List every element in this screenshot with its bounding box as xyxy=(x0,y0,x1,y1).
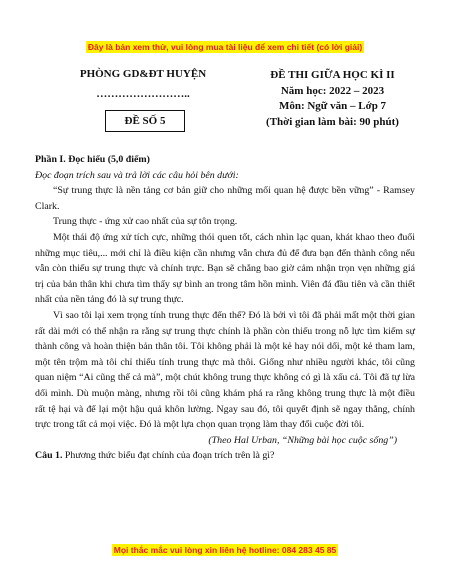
body-paragraph-1: Một thái độ ứng xử tích cực, những thói quen tốt, cách nhìn lạc quan, khát khao theo đuổi những mục tiêu,... mới chỉ là điều kiện cần nhưng vẫn chưa đủ để đưa bạn đến thành công nếu vẫn còn thiếu sự trung thực và chính trực. Bạn sẽ chẳng bao giờ cảm nhận trọn vẹn những giá trị của bản thân khi chưa tìm thấy sự bình an trong tâm hồn mình. Viên đá đầu tiên và cần thiết nhất của nền tảng đó là sự trung thực. xyxy=(35,231,415,306)
department-name: PHÒNG GD&ĐT HUYỆN xyxy=(79,68,207,80)
subject-grade: Môn: Ngữ văn – Lớp 7 xyxy=(278,100,387,112)
source-citation: (Theo Hal Urban, “Những bài học cuộc sống”) xyxy=(208,434,397,446)
hotline-text: Mọi thắc mắc vui lòng xin liên hệ hotline: 084 283 45 85 xyxy=(113,545,337,555)
exam-number-box: ĐỀ SỐ 5 xyxy=(105,110,185,132)
question-label: Câu 1. xyxy=(35,450,63,462)
quote-paragraph: “Sự trung thực là nền tảng cơ bản giữ cho những mối quan hệ được bền vững” - Ramsey Clark. xyxy=(35,185,415,212)
hotline-banner xyxy=(0,545,450,555)
school-year: Năm học: 2022 – 2023 xyxy=(280,84,385,97)
subtitle-paragraph: Trung thực - ứng xử cao nhất của sự tôn trọng. xyxy=(53,216,238,228)
question-1 xyxy=(35,448,415,464)
exam-duration: (Thời gian làm bài: 90 phút) xyxy=(266,115,399,128)
district-dots: …………………….. xyxy=(96,88,190,100)
preview-notice-banner xyxy=(0,42,450,52)
exam-title: ĐỀ THI GIỮA HỌC KÌ II xyxy=(270,69,395,81)
preview-notice-text: Đây là bản xem thử, vui lòng mua tài liệu để xem chi tiết (có lời giải) xyxy=(87,42,363,52)
body-paragraph-2: Vì sao tôi lại xem trọng tính trung thực đến thế? Đó là bởi vì tôi đã phải mất một thời gian rất dài mới có thể nhận ra rằng sự trung thực chính là phần còn thiếu trong nỗ lực tìm kiếm sự thành công và hoàn thiện bản thân tôi. Tôi không phải là một kẻ hay nói dối, một kẻ tham lam, một tên trộm mà tôi chỉ thiếu tính trung thực mà thôi. Giống như nhiều người khác, tôi cũng quan niệm “Ai cũng thế cả mà”, một chút không trung thực không có gì là xấu cả. Tôi đã tự lừa dối mình. Dù muộn màng, nhưng rồi tôi cũng khám phá ra rằng không trung thực là một điều rất tệ hại và để lại một hậu quả khôn lường. Ngay sau đó, tôi quyết định sẽ ngay thẳng, chính trực trong tất cả mọi việc. Đó là một lựa chọn quan trọng làm thay đổi cuộc đời tôi. xyxy=(35,309,415,431)
question-text: Phương thức biểu đạt chính của đoạn trích trên là gì? xyxy=(62,450,275,462)
exam-content xyxy=(35,152,415,464)
header-left xyxy=(68,68,218,100)
reading-instruction: Đọc đoạn trích sau và trả lời các câu hỏi bên dưới: xyxy=(35,169,239,181)
section-title: Phần I. Đọc hiểu (5,0 điểm) xyxy=(35,154,150,165)
header-right xyxy=(245,68,420,130)
